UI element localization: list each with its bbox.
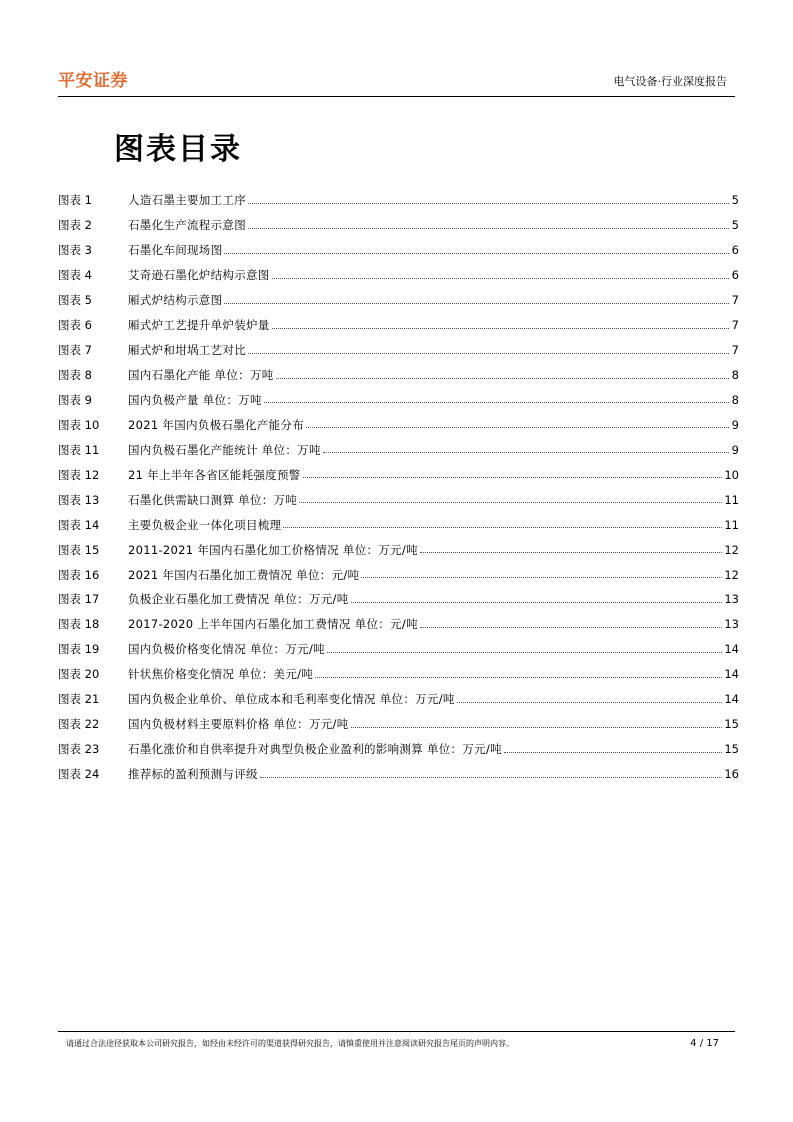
figure-title: 国内负极石墨化产能统计 单位：万吨: [128, 442, 321, 457]
figure-page-number: 13: [724, 617, 739, 632]
dot-leader: [248, 193, 729, 204]
dot-leader: [361, 567, 722, 578]
figure-page-number: 14: [724, 667, 739, 682]
dot-leader: [299, 492, 722, 503]
company-logo: 平安证券: [58, 71, 128, 91]
figure-page-number: 11: [724, 517, 739, 532]
dot-leader: [315, 667, 722, 678]
figure-page-number: 8: [731, 368, 739, 383]
figure-number: 图表 8: [58, 368, 92, 383]
figure-title: 2021 年国内石墨化加工费情况 单位：元/吨: [128, 567, 360, 582]
figure-page-number: 9: [731, 417, 739, 432]
figure-number: 图表 4: [58, 268, 92, 283]
figure-entry[interactable]: [58, 537, 739, 562]
figure-title: 针状焦价格变化情况 单位：美元/吨: [128, 667, 314, 682]
dot-leader: [323, 442, 729, 453]
figure-entry[interactable]: [58, 388, 739, 413]
figure-number: 图表 21: [58, 692, 100, 707]
figure-title: 国内石墨化产能 单位：万吨: [128, 368, 274, 383]
figure-entry[interactable]: [58, 512, 739, 537]
figure-number: 图表 3: [58, 243, 92, 258]
figure-number: 图表 7: [58, 343, 92, 358]
dot-leader: [224, 293, 729, 304]
figure-page-number: 14: [724, 692, 739, 707]
dot-leader: [248, 218, 729, 229]
figure-entry[interactable]: [58, 238, 739, 263]
dot-leader: [303, 467, 723, 478]
figure-title: 2017-2020 上半年国内石墨化加工费情况 单位：元/吨: [128, 617, 418, 632]
dot-leader: [272, 268, 729, 279]
figure-entry[interactable]: [58, 637, 739, 662]
figure-page-number: 16: [724, 767, 739, 782]
figure-page-number: 7: [731, 293, 739, 308]
figure-title: 2011-2021 年国内石墨化加工价格情况 单位：万元/吨: [128, 542, 418, 557]
figure-number: 图表 12: [58, 467, 100, 482]
figure-title: 国内负极企业单价、单位成本和毛利率变化情况 单位：万元/吨: [128, 692, 455, 707]
figure-page-number: 7: [731, 343, 739, 358]
dot-leader: [224, 243, 729, 254]
figure-number: 图表 17: [58, 592, 100, 607]
page-header: [58, 62, 735, 97]
figure-entry[interactable]: [58, 412, 739, 437]
dot-leader: [457, 692, 723, 703]
figure-entry[interactable]: [58, 363, 739, 388]
figure-entry[interactable]: [58, 687, 739, 712]
figure-title: 厢式炉和坩埚工艺对比: [128, 343, 246, 358]
figure-number: 图表 20: [58, 667, 100, 682]
dot-leader: [420, 542, 722, 553]
figure-number: 图表 9: [58, 392, 92, 407]
figure-number: 图表 15: [58, 542, 100, 557]
figure-page-number: 11: [724, 492, 739, 507]
figure-page-number: 5: [731, 218, 739, 233]
figure-entry[interactable]: [58, 338, 739, 363]
page-footer: [58, 1031, 735, 1049]
dot-leader: [248, 343, 729, 354]
dot-leader: [306, 417, 729, 428]
dot-leader: [327, 642, 722, 653]
dot-leader: [276, 368, 729, 379]
dot-leader: [420, 617, 722, 628]
dot-leader: [283, 517, 722, 528]
figure-page-number: 8: [731, 392, 739, 407]
figure-number: 图表 16: [58, 567, 100, 582]
figure-page-number: 7: [731, 318, 739, 333]
figure-page-number: 12: [724, 567, 739, 582]
figure-page-number: 12: [724, 542, 739, 557]
figure-title: 国内负极产量 单位：万吨: [128, 392, 262, 407]
figure-page-number: 15: [724, 717, 739, 732]
figure-page-number: 6: [731, 268, 739, 283]
figure-page-number: 5: [731, 193, 739, 208]
figure-page-number: 10: [724, 467, 739, 482]
figure-number: 图表 22: [58, 717, 100, 732]
page-indicator: 4 / 17: [690, 1038, 719, 1049]
figure-title: 2021 年国内负极石墨化产能分布: [128, 417, 305, 432]
figure-number: 图表 18: [58, 617, 100, 632]
figure-number: 图表 24: [58, 767, 100, 782]
figure-number: 图表 14: [58, 517, 100, 532]
figure-number: 图表 11: [58, 442, 100, 457]
figure-page-number: 13: [724, 592, 739, 607]
dot-leader: [260, 767, 723, 778]
figure-number: 图表 10: [58, 417, 100, 432]
figure-number: 图表 1: [58, 193, 92, 208]
figure-number: 图表 13: [58, 492, 100, 507]
figure-entry[interactable]: [58, 612, 739, 637]
figure-title: 国内负极材料主要原料价格 单位：万元/吨: [128, 717, 349, 732]
figure-entry[interactable]: [58, 712, 739, 737]
figure-page-number: 15: [724, 742, 739, 757]
figure-entry[interactable]: [58, 213, 739, 238]
figure-entry[interactable]: [58, 313, 739, 338]
figure-title: 主要负极企业一体化项目梳理: [128, 517, 282, 532]
figure-entry[interactable]: [58, 737, 739, 762]
figure-list: [58, 188, 739, 787]
figure-entry[interactable]: [58, 462, 739, 487]
figure-title: 石墨化供需缺口测算 单位：万吨: [128, 492, 298, 507]
figure-page-number: 9: [731, 442, 739, 457]
footer-disclaimer: 请通过合法途径获取本公司研究报告，如经由未经许可的渠道获得研究报告，请慎重使用并注意阅读研究报告尾页的声明内容。: [66, 1039, 514, 1048]
figure-title: 负极企业石墨化加工费情况 单位：万元/吨: [128, 592, 349, 607]
figure-title: 石墨化车间现场图: [128, 243, 223, 258]
figure-title: 石墨化生产流程示意图: [128, 218, 246, 233]
page-title: 图表目录: [114, 132, 242, 167]
figure-number: 图表 23: [58, 742, 100, 757]
dot-leader: [351, 717, 723, 728]
figure-title: 厢式炉工艺提升单炉装炉量: [128, 318, 270, 333]
figure-number: 图表 5: [58, 293, 92, 308]
dot-leader: [272, 318, 729, 329]
figure-title: 国内负极价格变化情况 单位：万元/吨: [128, 642, 325, 657]
figure-page-number: 6: [731, 243, 739, 258]
figure-entry[interactable]: [58, 263, 739, 288]
figure-entry[interactable]: [58, 487, 739, 512]
figure-title: 艾奇逊石墨化炉结构示意图: [128, 268, 270, 283]
figure-entry[interactable]: [58, 288, 739, 313]
figure-number: 图表 6: [58, 318, 92, 333]
figure-title: 厢式炉结构示意图: [128, 293, 223, 308]
figure-title: 石墨化涨价和自供率提升对典型负极企业盈利的影响测算 单位：万元/吨: [128, 742, 502, 757]
figure-entry[interactable]: [58, 662, 739, 687]
figure-entry[interactable]: [58, 562, 739, 587]
figure-entry[interactable]: [58, 587, 739, 612]
figure-title: 21 年上半年各省区能耗强度预警: [128, 467, 301, 482]
report-section-label: 电气设备·行业深度报告: [613, 75, 727, 88]
figure-entry[interactable]: [58, 437, 739, 462]
dot-leader: [264, 392, 729, 403]
figure-entry[interactable]: [58, 762, 739, 787]
figure-title: 推荐标的盈利预测与评级: [128, 767, 258, 782]
figure-number: 图表 2: [58, 218, 92, 233]
figure-title: 人造石墨主要加工工序: [128, 193, 246, 208]
figure-page-number: 14: [724, 642, 739, 657]
figure-number: 图表 19: [58, 642, 100, 657]
figure-entry[interactable]: [58, 188, 739, 213]
dot-leader: [351, 592, 723, 603]
dot-leader: [504, 742, 722, 753]
